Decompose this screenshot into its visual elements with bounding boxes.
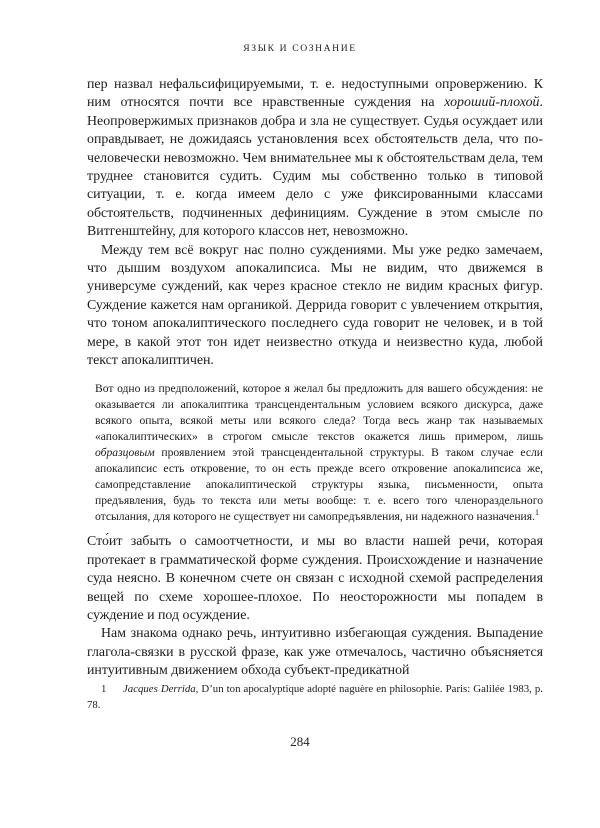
paragraph-1-text-b: . Неопровержимых признаков добра и зла не существует. Судья осуждает или оправдывает, не дожидаясь установления всех обстоятельств дела, что по-человечески невозможно. Чем внимательнее мы к обстоятельствам дела, тем труднее становится судить. Судим мы собственно только в типовой ситуации, т. е. когда имеем дело с уже фиксированными классами обстоятельств, подчиненных дефинициям. Суждение в этом смысле по Витгенштейну, для которого классов нет, невозможно.: [87, 95, 543, 240]
footnote-number: 1: [101, 683, 107, 695]
paragraph-4: Нам знакома однако речь, интуитивно избегающая суждения. Выпадение глагола-связки в русской фразе, как уже отмечалось, частично объясняется интуитивным движением обхода субъект-предикатной: [87, 626, 543, 679]
running-head: ЯЗЫК И СОЗНАНИЕ: [243, 43, 357, 54]
quote-text-a: Вот одно из предположений, которое я желал бы предложить для вашего обсуждения: не оказывается ли апокалиптика трансцендентальным условием всякого дискурса, даже всякого опыта, всякой меты или всякого следа? Тогда весь жанр так называемых «апокалиптических» в строгом смысле текстов окажется лишь примером, лишь: [95, 381, 543, 443]
paragraph-1: [87, 76, 543, 242]
quote-italic: образцовым: [95, 445, 155, 459]
page-number: 284: [290, 734, 310, 749]
block-quote: [95, 381, 543, 526]
footnote-text: , D’un ton apocalyptique adopté naguère en philosophie. Paris: Galilée 1983, p. 78.: [87, 683, 544, 711]
footnote: [87, 681, 543, 713]
footnote-reference[interactable]: 1: [534, 508, 539, 518]
paragraph-2: Между тем всё вокруг нас полно суждениями. Мы уже редко замечаем, что дышим воздухом апокалипсиса. Мы не видим, что движемся в универсуме суждений, как через красное стекло не видим красных фигур. Суждение кажется нам органикой. Деррида говорит с увлечением открытия, что тоном апокалиптического последнего суда говорит не человек, и в той мере, в какой этот тон идет неизвестно откуда и неизвестно куда, любой текст апокалиптичен.: [87, 242, 543, 369]
paragraph-1-text-a: пер назвал нефальсифицируемыми, т. е. недоступными опровержению. К ним относятся почти все нравственные суждения на: [87, 77, 543, 111]
paragraph-1-italic: хороший-плохой: [444, 95, 540, 111]
paragraph-3: Сто́ит забыть о самоотчетности, и мы во власти нашей речи, которая протекает в грамматической форме суждения. Происхождение и назначение суда неясно. В конечном счете он связан с исходной схемой распределения вещей по схеме хорошее-плохое. По неосторожности мы попадем в суждение и под осуждение.: [87, 534, 543, 623]
footnote-author: Jacques Derrida: [123, 683, 196, 695]
body-text: [87, 76, 543, 681]
quote-text-b: проявлением этой трансцендентальной структуры. В таком случае если апокалипсис есть откровение, то он есть прежде всего откровение апокалипсиса же, самопредставление апокалиптической структуры языка, письменности, опыта предъявления, будь то текста или меты вообще: т. е. всего того членораздельного отсылания, для которого не существует ни самопредъявления, ни надежного назначения.: [95, 445, 543, 524]
